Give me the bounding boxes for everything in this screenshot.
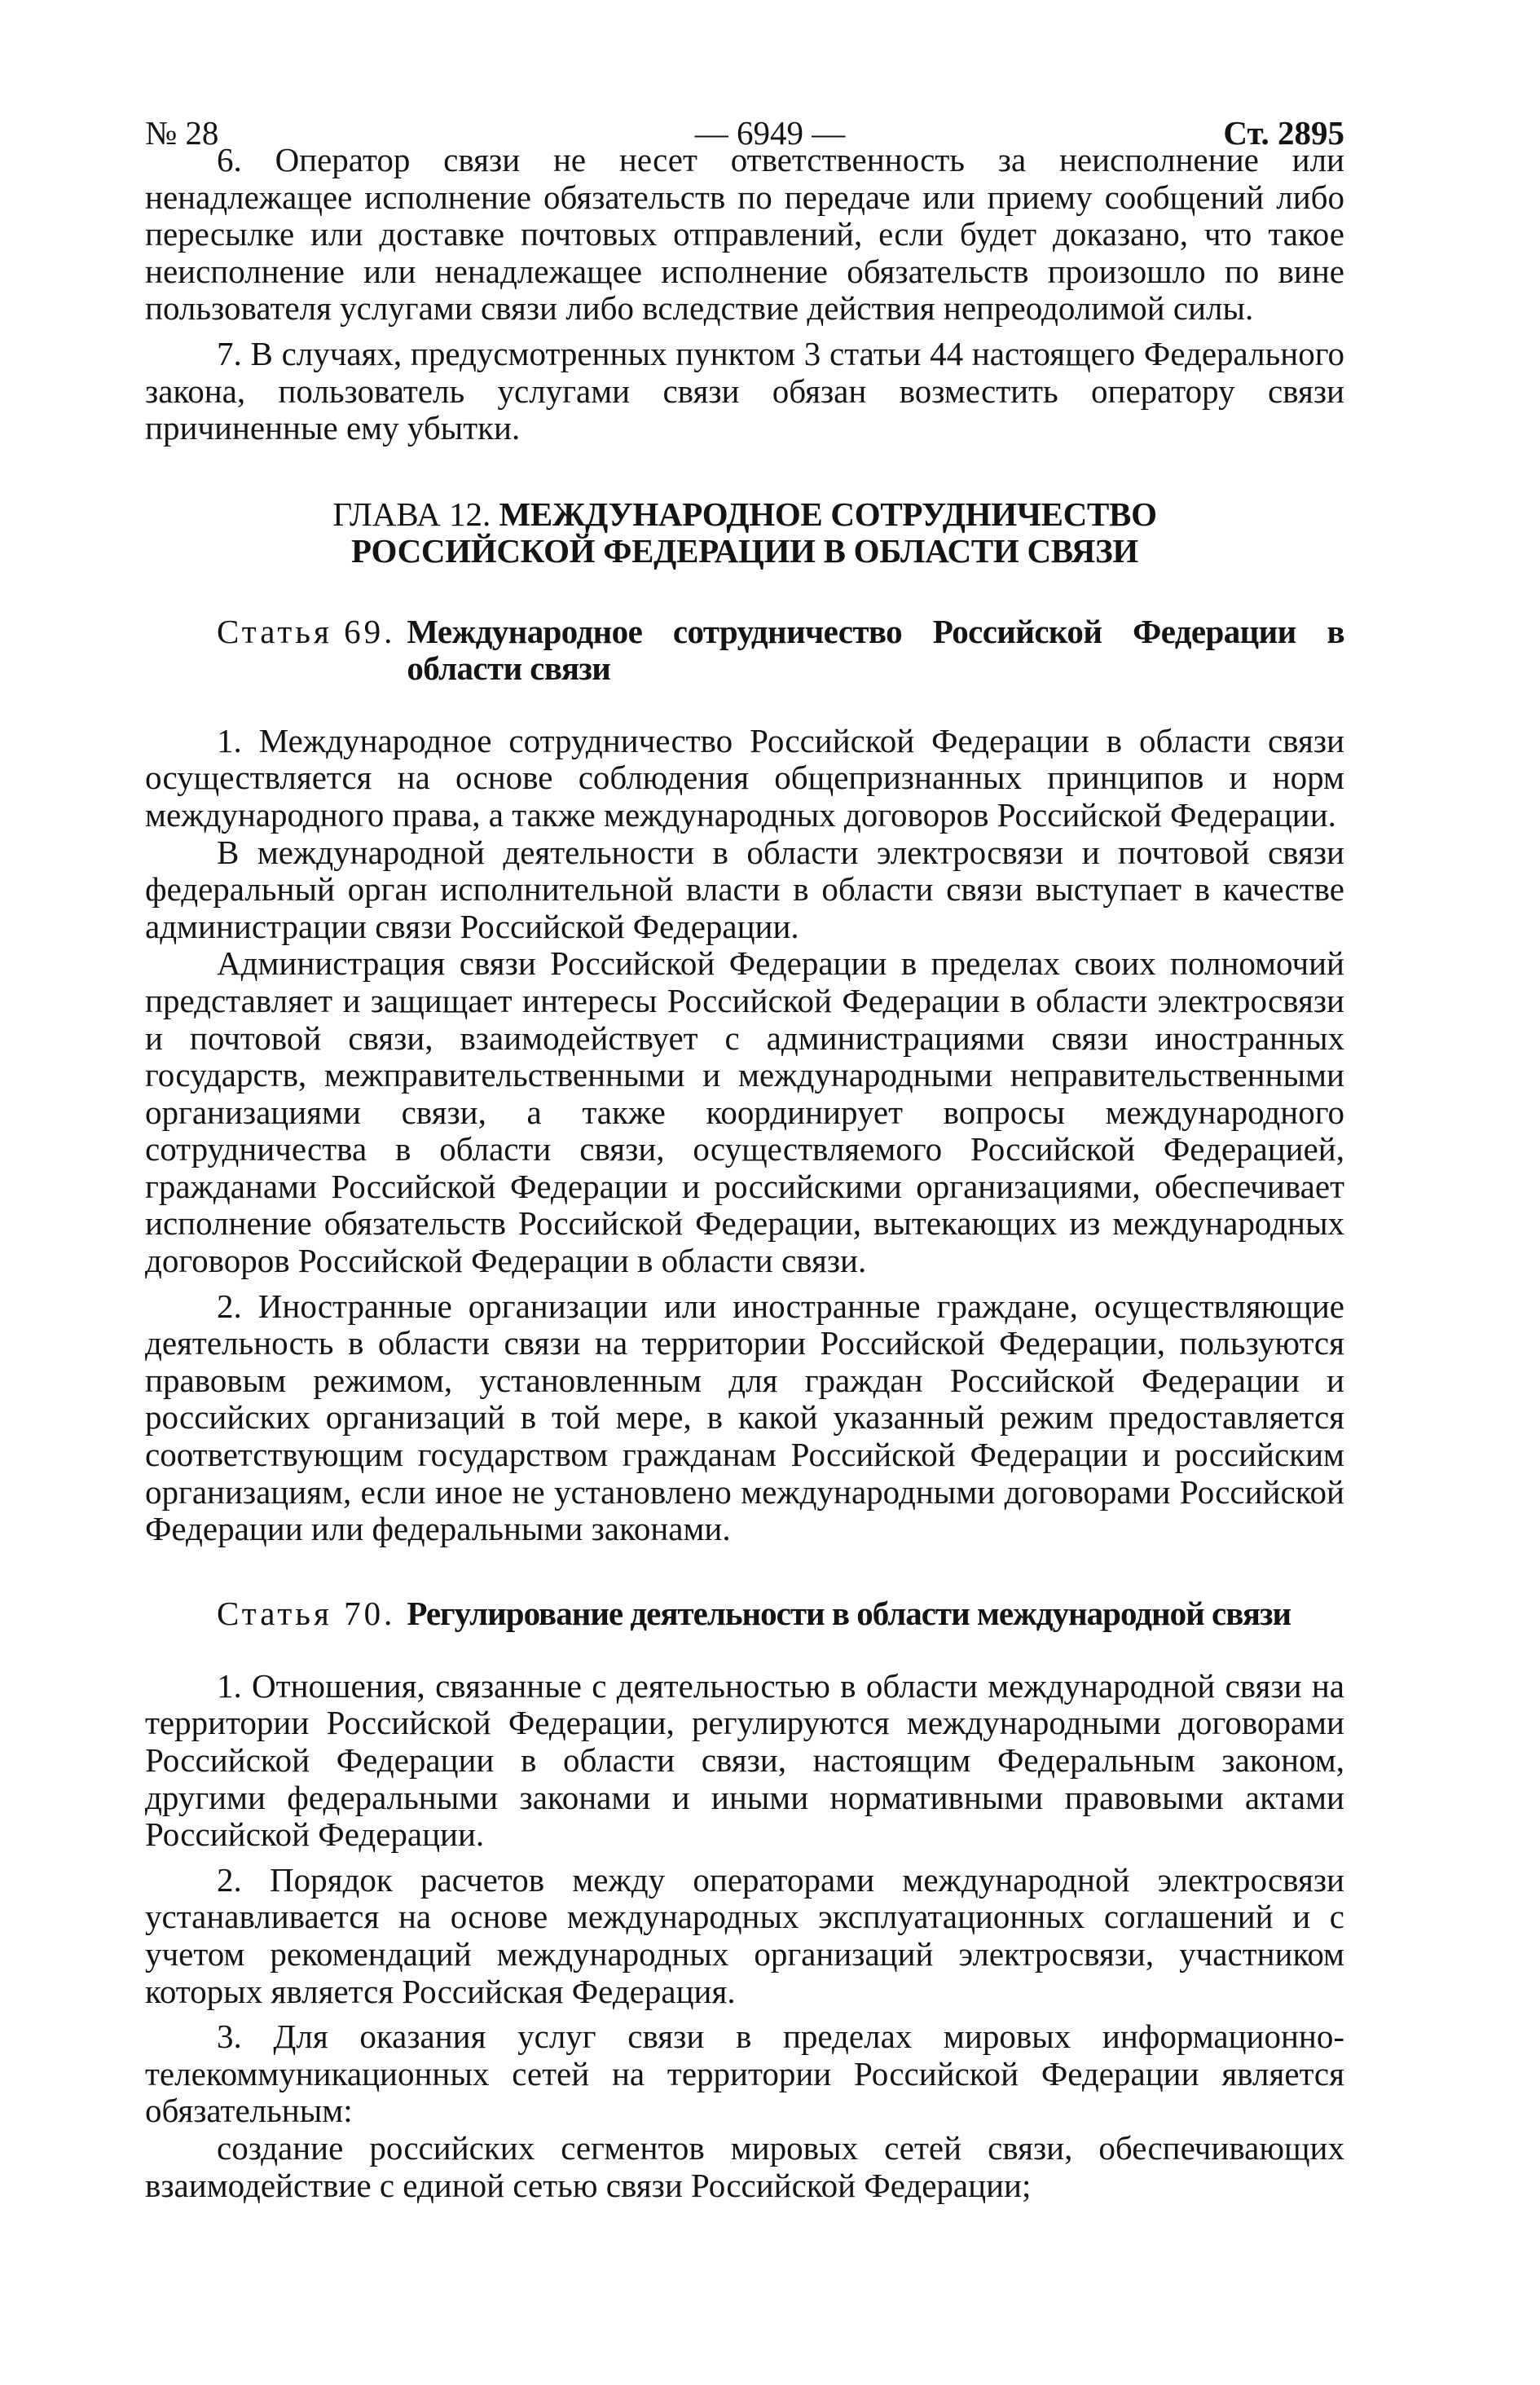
chapter-label: ГЛАВА 12. xyxy=(332,495,491,533)
paragraph: 1. Международное сотрудничество Российской Федерации в области связи осуществляется на основе соблюдения общепризнанных принципов и норм международного права, а также международных договоров Российской Федерации. xyxy=(145,721,1344,834)
paragraph: 6. Оператор связи не несет ответственность за неисполнение или ненадлежащее исполнение обязательств по передаче или приему сообщений либо пересылке или доставке почтовых отправлений, если будет доказано, что такое неисполнение или ненадлежащее исполнение обязательств произошло по вине пользователя услугами связи либо вследствие действия непреодолимой силы. xyxy=(145,141,1344,328)
paragraph: В международной деятельности в области электросвязи и почтовой связи федеральный орган исполнительной власти в области связи выступает в качестве администрации связи Российской Федерации. xyxy=(145,833,1344,945)
page-number: — 6949 — xyxy=(694,114,846,152)
chapter-heading xyxy=(145,496,1344,570)
paragraph: 1. Отношения, связанные с деятельностью в области международной связи на территории Российской Федерации, регулируются международными договорами Российской Федерации в области связи, настоящим Федеральным законом, другими федеральными законами и иными нормативными правовыми актами Российской Федерации. xyxy=(145,1666,1344,1854)
issue-number: № 28 xyxy=(145,114,219,152)
top-paragraphs xyxy=(145,142,1344,447)
paragraph: создание российских сегментов мировых сетей связи, обеспечивающих взаимодействие с единой сетью связи Российской Федерации; xyxy=(145,2128,1344,2204)
article-label: Статья 70. xyxy=(217,1594,396,1632)
article-title: Международное сотрудничество Российской Федерации в области связи xyxy=(407,612,1344,687)
article-69-body xyxy=(145,723,1344,1548)
article-label: Статья 69. xyxy=(217,612,396,650)
chapter-title-line2: РОССИЙСКОЙ ФЕДЕРАЦИИ В ОБЛАСТИ СВЯЗИ xyxy=(350,531,1139,570)
paragraph: Администрация связи Российской Федерации в пределах своих полномочий представляет и защищает интересы Российской Федерации в области электросвязи и почтовой связи, взаимодействует с администрациями связи иностранных государств, межправительственными и международными неправительственными организациями связи, а также координирует вопросы международного сотрудничества в области связи, осуществляемого Российской Федерацией, гражданами Российской Федерации и российскими организациями, обеспечивает исполнение обязательств Российской Федерации, вытекающих из международных договоров Российской Федерации в области связи. xyxy=(145,944,1344,1280)
article-70-heading xyxy=(145,1595,1344,1632)
paragraph: 3. Для оказания услуг связи в пределах мировых информационно-телекоммуникационных сетей на территории Российской Федерации является обязательным: xyxy=(145,2018,1344,2130)
article-70-body xyxy=(145,1668,1344,2204)
article-title: Регулирование деятельности в области международной связи xyxy=(407,1594,1291,1632)
paragraph: 2. Порядок расчетов между операторами международной электросвязи устанавливается на основе международных эксплуатационных соглашений и с учетом рекомендаций международных организаций электросвязи, участником которых является Российская Федерация. xyxy=(145,1860,1344,2010)
paragraph: 2. Иностранные организации или иностранные граждане, осуществляющие деятельность в области связи на территории Российской Федерации, пользуются правовым режимом, установленным для граждан Российской Федерации и российских организаций в той мере, в какой указанный режим предоставляется соответствующим государством гражданам Российской Федерации и российским организациям, если иное не установлено международными договорами Российской Федерации или федеральными законами. xyxy=(145,1287,1344,1548)
paragraph: 7. В случаях, предусмотренных пунктом 3 статьи 44 настоящего Федерального закона, пользователь услугами связи обязан возместить оператору связи причиненные ему убытки. xyxy=(145,334,1344,447)
article-69-heading xyxy=(145,614,1344,687)
chapter-title-line1: МЕЖДУНАРОДНОЕ СОТРУДНИЧЕСТВО xyxy=(499,495,1157,533)
article-reference: Ст. 2895 xyxy=(1223,114,1344,152)
